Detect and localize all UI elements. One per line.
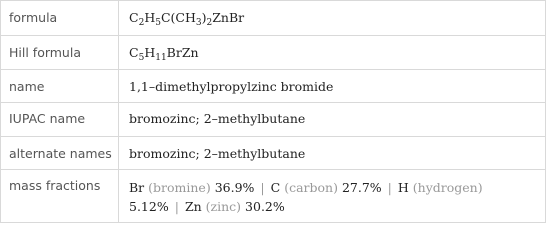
- formula-part: ): [201, 10, 207, 25]
- element-symbol: H: [397, 180, 409, 195]
- mass-fractions-value: [119, 170, 546, 223]
- row-label-formula: formula: [1, 1, 119, 36]
- mass-fraction-item: [271, 180, 382, 195]
- table-row-name: [1, 70, 546, 103]
- table-row-hill-formula: [1, 36, 546, 70]
- element-percent: 36.9%: [214, 180, 255, 195]
- mass-fractions-line: [129, 197, 539, 216]
- formula-part: ZnBr: [212, 10, 245, 25]
- formula-part: H: [144, 10, 156, 25]
- element-name: (hydrogen): [412, 180, 483, 195]
- formula-subscript: 5: [155, 18, 161, 28]
- row-label-iupac-name: IUPAC name: [1, 103, 119, 137]
- formula-part: C: [129, 45, 139, 60]
- table-row-alternate-names: [1, 137, 546, 170]
- formula-subscript: 2: [206, 18, 213, 28]
- hill-formula-value: [119, 36, 546, 70]
- mass-fraction-item: [129, 180, 254, 195]
- table-row-formula: [1, 1, 546, 36]
- table-row-iupac-name: [1, 103, 546, 137]
- element-name: (carbon): [284, 180, 338, 195]
- element-name: (bromine): [148, 180, 211, 195]
- mass-fractions-line: [129, 178, 539, 197]
- iupac-name-value: bromozinc; 2–methylbutane: [119, 103, 546, 137]
- element-percent: 5.12%: [129, 199, 169, 214]
- separator: |: [387, 180, 392, 195]
- formula-part: C(CH: [160, 10, 196, 25]
- element-name: (zinc): [205, 199, 242, 214]
- formula-subscript: 3: [195, 18, 202, 28]
- mass-fraction-item: [185, 199, 285, 214]
- row-label-name: name: [1, 70, 119, 103]
- mass-fraction-item: [398, 180, 483, 195]
- separator: |: [260, 180, 265, 195]
- name-value: 1,1–dimethylpropylzinc bromide: [119, 70, 546, 103]
- formula-subscript: 5: [138, 53, 145, 63]
- row-label-mass-fractions: mass fractions: [1, 170, 119, 223]
- formula-subscript: 11: [155, 53, 167, 63]
- element-symbol: Zn: [184, 199, 202, 214]
- element-symbol: Br: [129, 180, 145, 195]
- element-percent: 30.2%: [245, 199, 285, 214]
- formula-part: H: [144, 45, 156, 60]
- alternate-names-value: bromozinc; 2–methylbutane: [119, 137, 546, 170]
- element-symbol: C: [270, 180, 281, 195]
- row-label-hill-formula: Hill formula: [1, 36, 119, 70]
- formula-subscript: 2: [138, 18, 145, 28]
- element-percent: 27.7%: [341, 180, 382, 195]
- formula-part: BrZn: [166, 45, 199, 60]
- formula-part: C: [129, 10, 139, 25]
- separator: |: [174, 199, 179, 214]
- row-label-alternate-names: alternate names: [1, 137, 119, 170]
- table-row-mass-fractions: [1, 170, 546, 223]
- formula-value: [119, 1, 546, 36]
